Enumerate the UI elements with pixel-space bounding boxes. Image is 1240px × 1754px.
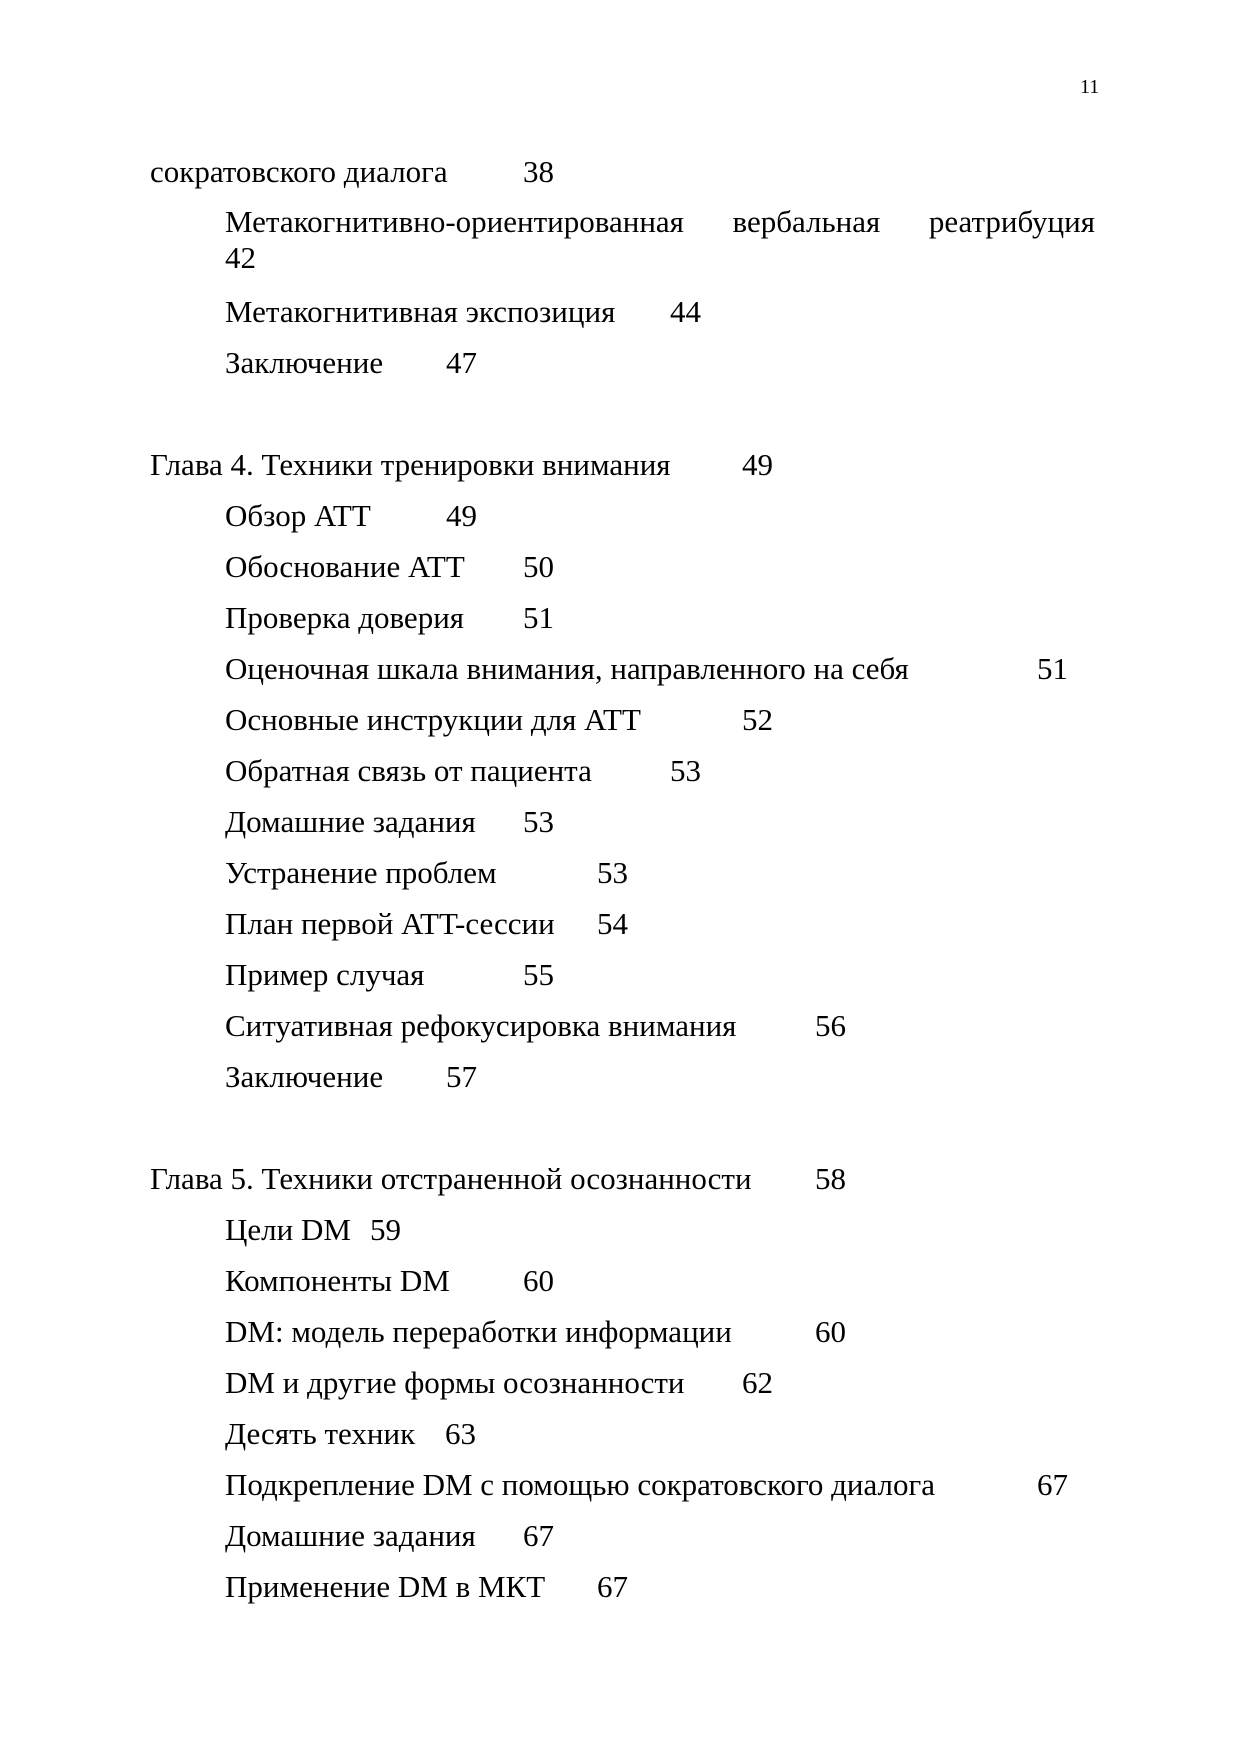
toc-entry-title: Проверка доверия bbox=[225, 600, 465, 635]
toc-entry-page: 38 bbox=[523, 154, 554, 189]
toc-entry-page: 60 bbox=[815, 1314, 846, 1349]
toc-entry-title: Основные инструкции для ATT bbox=[225, 702, 641, 737]
toc-entry-title: Заключение bbox=[225, 345, 384, 380]
toc-entry-page: 49 bbox=[742, 447, 773, 482]
toc-entry-title: Глава 5. Техники отстраненной осознанности bbox=[150, 1161, 752, 1196]
toc-entry-page: 49 bbox=[446, 498, 477, 533]
toc-entry-page: 67 bbox=[523, 1518, 554, 1553]
toc-entry-title: Метакогнитивная экспозиция bbox=[225, 294, 616, 329]
toc-entry-title: Применение DM в МКТ bbox=[225, 1569, 546, 1604]
toc-entry-page: 44 bbox=[670, 294, 701, 329]
toc-entry-title: Обзор ATT bbox=[225, 498, 371, 533]
toc-entry-title: Домашние задания bbox=[225, 1518, 476, 1553]
toc-entry-page: 53 bbox=[670, 753, 701, 788]
toc-entry-title: Обратная связь от пациента bbox=[225, 753, 592, 788]
toc-entry-title: Заключение bbox=[225, 1059, 384, 1094]
toc-entry-title: сократовского диалога bbox=[150, 154, 448, 189]
toc-entry-page: 51 bbox=[1037, 651, 1068, 686]
toc-entry-title: Оценочная шкала внимания, направленного на себя bbox=[225, 651, 909, 686]
toc-entry-page: 52 bbox=[742, 702, 773, 737]
toc-entry-page: 42 bbox=[225, 240, 256, 275]
toc-entry-title: Пример случая bbox=[225, 957, 425, 992]
toc-entry-title: План первой ATT-сессии bbox=[225, 906, 555, 941]
toc-entry-title: Метакогнитивно-ориентированная вербальная реатрибуция bbox=[225, 204, 1095, 239]
toc-entry-page: 67 bbox=[1037, 1467, 1068, 1502]
toc-entry-page: 57 bbox=[446, 1059, 477, 1094]
toc-entry-title: Обоснование ATT bbox=[225, 549, 465, 584]
toc-entry-page: 47 bbox=[446, 345, 477, 380]
toc-entry-title: Цели DM bbox=[225, 1212, 351, 1247]
page-number: 11 bbox=[1080, 76, 1100, 98]
toc-entry-title: Устранение проблем bbox=[225, 855, 497, 890]
toc-entry-page: 55 bbox=[523, 957, 554, 992]
toc-entry-title: Подкрепление DM с помощью сократовского диалога bbox=[225, 1467, 935, 1502]
toc-entry-page: 60 bbox=[523, 1263, 554, 1298]
toc-entry-page: 53 bbox=[523, 804, 554, 839]
toc-entry-page: 53 bbox=[597, 855, 628, 890]
toc-entry-page: 67 bbox=[597, 1569, 628, 1604]
toc-entry-page: 58 bbox=[815, 1161, 846, 1196]
toc-entry-page: 51 bbox=[523, 600, 554, 635]
toc-entry-title: Ситуативная рефокусировка внимания bbox=[225, 1008, 737, 1043]
toc-entry-title: DM: модель переработки информации bbox=[225, 1314, 732, 1349]
toc-entry-title: Домашние задания bbox=[225, 804, 476, 839]
toc-entry-title: Глава 4. Техники тренировки внимания bbox=[150, 447, 671, 482]
toc-entry-page: 62 bbox=[742, 1365, 773, 1400]
toc-entry-page: 59 bbox=[370, 1212, 401, 1247]
toc-entry-page: 56 bbox=[815, 1008, 846, 1043]
toc-entry-title: Десять техник bbox=[225, 1416, 416, 1451]
toc-entry-page: 54 bbox=[597, 906, 628, 941]
toc-entry-page: 50 bbox=[523, 549, 554, 584]
toc-entry-page: 63 bbox=[445, 1416, 476, 1451]
toc-entry-title: Компоненты DM bbox=[225, 1263, 450, 1298]
toc-entry-title: DM и другие формы осознанности bbox=[225, 1365, 685, 1400]
